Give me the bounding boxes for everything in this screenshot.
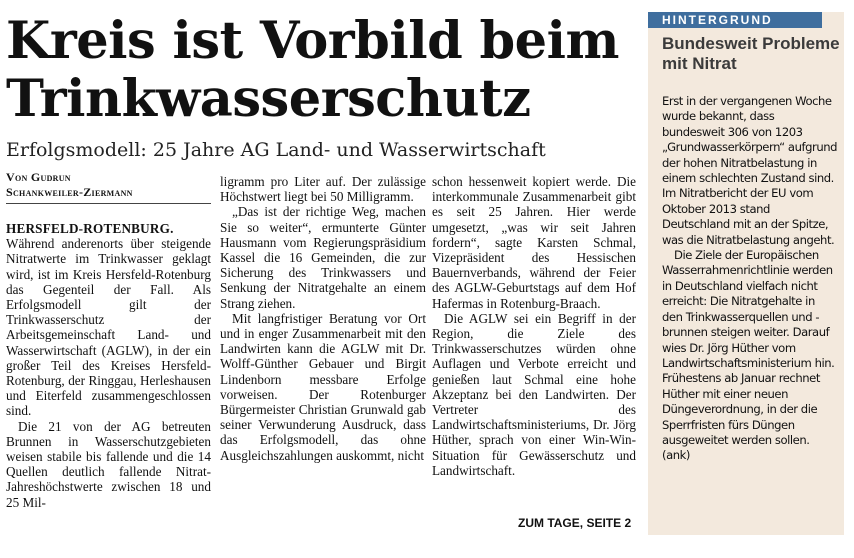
paragraph: schon hessenweit kopiert werde. Die interkommunale Zusammenarbeit gibt es seit 25 Jahren. Hier werde umgesetzt, „was wir seit Jahren fordern“, sagte Karsten Schmal, Vizepräsident des Hessischen Bauernverbands, während der Feier des AGLW-Geburtstags auf dem Hof Hafermas in Rotenburg-Braach. bbox=[432, 174, 636, 311]
headline-line-1: Kreis ist Vorbild beim bbox=[6, 11, 619, 71]
paragraph: Die AGLW sei ein Begriff in der Region, die Ziele des Trinkwasserschutzes würden ohne Auflagen und Verbote erreicht und genießen laut Schmal eine hohe Akzeptanz bei den Landwirten. Der Vertreter des Landwirtschaftsministeriums, Dr. Jörg Hüther, sprach von einer Win-Win-Situation für Gewässerschutz und Landwirtschaft. bbox=[432, 310, 636, 478]
article-column-3 bbox=[432, 174, 636, 478]
paragraph: Die 21 von der AG betreuten Brunnen in Wasserschutzgebieten weisen stabile bis fallende und die 14 Quellen deutlich fallende Nitrat-Jahreshöchstwerte zwischen 18 und 25 Mil- bbox=[6, 418, 211, 510]
background-sidebar bbox=[648, 12, 844, 535]
byline bbox=[6, 170, 211, 204]
byline-author: Schankweiler-Ziermann bbox=[6, 185, 133, 199]
article-column-2 bbox=[220, 174, 426, 463]
sidebar-tag: HINTERGRUND bbox=[648, 12, 822, 28]
paragraph: ligramm pro Liter auf. Der zulässige Höchstwert liegt bei 50 Milligramm. bbox=[220, 174, 426, 205]
continued-reference: ZUM TAGE, SEITE 2 bbox=[518, 516, 632, 530]
sidebar-paragraph: Erst in der vergangenen Woche wurde bekannt, dass bundesweit 306 von 1203 „Grundwasserkörpern“ aufgrund der hohen Nitratbelastung in einem schlechten Zustand sind. Im Nitratbericht der EU vom Oktober 2013 stand Deutschland mit an der Spitze, was die Nitratbelastung angeht. bbox=[662, 94, 838, 247]
sidebar-body bbox=[662, 94, 838, 464]
headline-line-2: Trinkwasserschutz bbox=[6, 69, 531, 129]
subheadline: Erfolgsmodell: 25 Jahre AG Land- und Wasserwirtschaft bbox=[6, 139, 546, 161]
article-column-1 bbox=[6, 221, 211, 510]
paragraph: Während anderenorts über steigende Nitratwerte im Trinkwasser geklagt wird, ist im Kreis Hersfeld-Rotenburg das Gegenteil der Fall. Als Erfolgsmodell gilt der Trinkwasserschutz der Arbeitsgemeinschaft Land- und Wasserwirtschaft (AGLW), in der ein großer Teil des Kreises Hersfeld-Rotenburg, der Ringgau, Herleshausen und Eiterfeld zusammengeschlossen sind. bbox=[6, 236, 211, 419]
sidebar-paragraph: Die Ziele der Europäischen Wasserrahmenrichtlinie werden in Deutschland vielfach nicht erreicht: Die Nitratgehalte in den Trinkwasserquellen und -brunnen steigen weiter. Darauf wies Dr. Jörg Hüther vom Landwirtschaftsministerium hin. Frühestens ab Januar rechnet Hüther mit einer neuen Düngeverordnung, in der die Sperrfristen fürs Düngen ausgeweitet werden sollen. (ank) bbox=[662, 248, 835, 463]
dateline: HERSFELD-ROTENBURG. bbox=[6, 221, 174, 236]
sidebar-title: Bundesweit Probleme mit Nitrat bbox=[662, 34, 840, 73]
paragraph: Mit langfristiger Beratung vor Ort und in enger Zusammenarbeit mit den Landwirten kann die AGLW mit Dr. Wolff-Günther Gebauer und Birgit Lindenborn messbare Erfolge vorweisen. Der Rotenburger Bürgermeister Christian Grunwald gab seiner Verwunderung Ausdruck, dass das Erfolgsmodell, das ohne Ausgleichszahlungen auskommt, nicht bbox=[220, 310, 426, 463]
byline-prefix: Von Gudrun bbox=[6, 170, 71, 184]
paragraph: „Das ist der richtige Weg, machen Sie so weiter“, ermunterte Günter Hausmann vom Regierungspräsidium Kassel die 16 Gemeinden, die zur Sicherung des Trinkwassers und Senkung der Nitratgehalte an einem Strang ziehen. bbox=[220, 204, 426, 311]
headline bbox=[6, 12, 640, 128]
